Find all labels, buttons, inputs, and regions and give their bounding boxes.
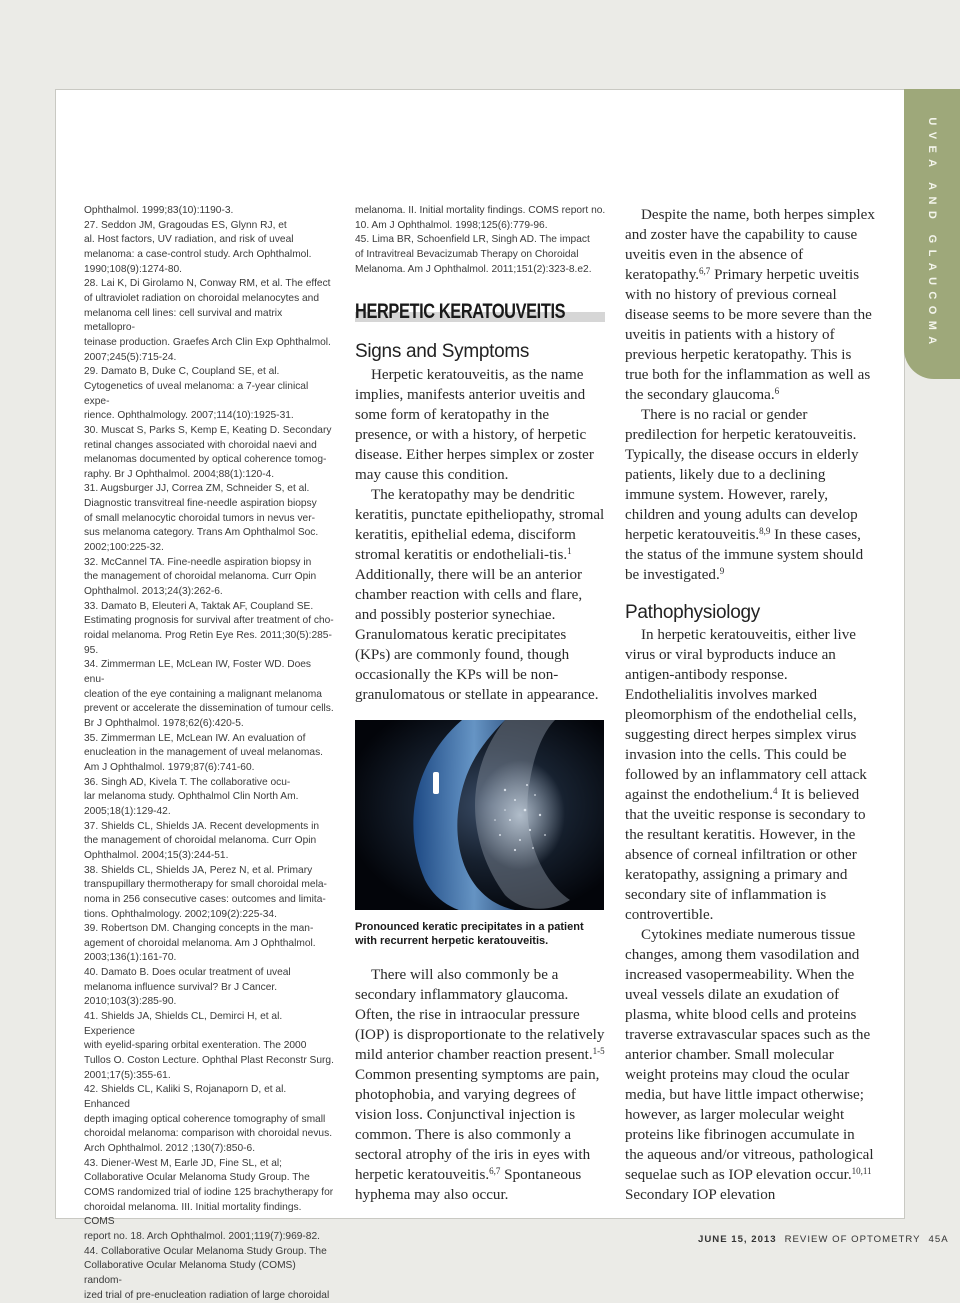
reference-line: melanoma cell lines: cell survival and matrix metallopro- xyxy=(84,307,283,334)
reference-line: retinal changes associated with choroidal naevi and xyxy=(84,439,317,451)
reference-line: 34. Zimmerman LE, McLean IW, Foster WD. Does enu- xyxy=(84,659,312,685)
reference-line: 2001;17(5):355-61. xyxy=(84,1069,171,1081)
reference-line: 2005;18(1):129-42. xyxy=(84,805,171,817)
reference-line: Tullos O. Coston Lecture. Ophthal Plast Reconstr Surg. xyxy=(84,1055,334,1067)
reference-line: 2002;100:225-32. xyxy=(84,542,164,554)
figure-caption: Pronounced keratic precipitates in a patient with recurrent herpetic keratouveitis. xyxy=(355,921,584,947)
reference-line: 2007;245(5):715-24. xyxy=(84,351,177,363)
reference-line: Am J Ophthalmol. 1979;87(6):741-60. xyxy=(84,761,255,773)
reference-line: 27. Seddon JM, Gragoudas ES, Glynn RJ, et xyxy=(84,219,287,231)
reference-line: 32. McCannel TA. Fine-needle aspiration biopsy in xyxy=(84,556,312,568)
paragraph-1: Herpetic keratouveitis, as the name implies, manifests anterior uveitis and some form of keratopathy in the presence, or with a history, of herpetic disease. Either herpes simplex or zoster may cause this condition. xyxy=(355,367,594,483)
reference-line: teinase production. Graefes Arch Clin Exp Ophthalmol. xyxy=(84,336,331,348)
reference-line: Ophthalmol. 2013;24(3):262-6. xyxy=(84,586,223,598)
paragraph-6: In herpetic keratouveitis, either live virus or viral byproducts induce an antigen-antibody response. Endothelialitis involves marked pleomorphism of the endothelial cells, suggesting direct herpes simplex virus invasion into the cells. This could be followed by an inflammatory cell attack against the endothelium.$^4$ It is believed that the uveitic response is secondary to the resultant keratitis. However, in the absence of corneal infiltration or other keratopathy, assigning a primary and secondary site of inflammation is controvertible. xyxy=(625,627,867,923)
reference-line: Melanoma. Am J Ophthalmol. 2011;151(2):323-8.e2. xyxy=(355,263,592,275)
reference-line: Diagnostic transvitreal fine-needle aspiration biopsy xyxy=(84,498,317,510)
reference-line: 43. Diener-West M, Earle JD, Fine SL, et al; xyxy=(84,1157,282,1169)
reference-line: raphy. Br J Ophthalmol. 2004;88(1):120-4. xyxy=(84,468,275,480)
paragraph-4: Despite the name, both herpes simplex and zoster have the capability to cause uveitis even in the absence of keratopathy.$^{6,7}$ Primary herpetic uveitis with no history of previous corneal disease seems to be more severe than the uveitis in patients with a history of previous herpetic keratopathy. This is true both for the inflammation as well as the secondary glaucoma.$^6$ xyxy=(625,207,875,403)
reference-line: 2010;103(3):285-90. xyxy=(84,996,177,1008)
article-column-3-bottom xyxy=(625,625,875,1205)
references-column-2 xyxy=(355,204,607,277)
reference-line: melanoma. II. Initial mortality findings. COMS report no. xyxy=(355,205,606,216)
reference-line: roidal melanoma. Prog Retin Eye Res. 2011;30(5):285- xyxy=(84,630,332,642)
page-footer xyxy=(698,1234,949,1245)
subhead-pathophysiology: Pathophysiology xyxy=(625,602,760,623)
reference-line: melanoma: a case-control study. Arch Ophthalmol. xyxy=(84,248,312,260)
reference-line: 41. Shields JA, Shields CL, Demirci H, et al. Experience xyxy=(84,1011,283,1037)
reference-line: 36. Singh AD, Kivela T. The collaborative ocu- xyxy=(84,776,291,788)
reference-line: enucleation in the management of uveal melanomas. xyxy=(84,747,323,759)
reference-line: 38. Shields CL, Shields JA, Perez N, et al. Primary xyxy=(84,864,313,876)
reference-line: 33. Damato B, Eleuteri A, Taktak AF, Coupland SE. xyxy=(84,600,314,612)
reference-line: of Intravitreal Bevacizumab Therapy on Choroidal xyxy=(355,248,579,260)
reference-line: prevent or accelerate the dissemination of tumour cells. xyxy=(84,703,334,715)
paragraph-3: There will also commonly be a secondary inflammatory glaucoma. Often, the rise in intraocular pressure (IOP) is disproportionate to the relatively mild anterior chamber reaction present.$^{1-5}$ Common presenting symptoms are pain, photophobia, and varying degrees of vision loss. Conjunctival injection is common. There is also commonly a sectoral atrophy of the iris in eyes with herpetic keratouveitis.$^{6,7}$ Spontaneous hyphema may also occur. xyxy=(355,967,605,1203)
reference-line: Collaborative Ocular Melanoma Study Group. The xyxy=(84,1172,310,1184)
reference-line: sus melanoma category. Trans Am Ophthalmol Soc. xyxy=(84,527,319,539)
reference-line: tions. Ophthalmology. 2002;109(2):225-34. xyxy=(84,908,277,920)
reference-line: of ultraviolet radiation on choroidal melanocytes and xyxy=(84,292,320,304)
eye-photo-graphic xyxy=(355,720,604,910)
paragraph-5: There is no racial or gender predilection for herpetic keratouveitis. Typically, the disease occurs in elderly patients, likely due to a declining immune system. However, rarely, children and young adults can develop herpetic keratouveitis.$^{8,9}$ In these cases, the status of the immune system should be investigated.$^9$ xyxy=(625,407,864,583)
reference-line: 35. Zimmerman LE, McLean IW. An evaluation of xyxy=(84,732,306,744)
reference-line: 42. Shields CL, Kaliki S, Rojanaporn D, et al. Enhanced xyxy=(84,1084,287,1111)
reference-line: Ophthalmol. 2004;15(3):244-51. xyxy=(84,849,229,861)
reference-line: agement of choroidal melanoma. Am J Ophthalmol. xyxy=(84,937,316,949)
reference-line: 95. xyxy=(84,644,99,656)
reference-line: 31. Augsburger JJ, Correa ZM, Schneider S, et al. xyxy=(84,483,310,495)
reference-line: 39. Robertson DM. Changing concepts in the man- xyxy=(84,923,314,935)
reference-line: melanomas documented by optical coherence tomog- xyxy=(84,454,327,466)
reference-line: transpupillary thermotherapy for small choroidal mela- xyxy=(84,879,327,891)
reference-line: Br J Ophthalmol. 1978;62(6):420-5. xyxy=(84,717,244,729)
reference-line: ized trial of pre-enucleation radiation of large choroidal xyxy=(84,1289,330,1301)
reference-line: with eyelid-sparing orbital exenteration. The 2000 xyxy=(84,1040,307,1052)
reference-line: report no. 18. Arch Ophthalmol. 2001;119(7):969-82. xyxy=(84,1230,320,1242)
reference-line: 1990;108(9):1274-80. xyxy=(84,263,182,275)
reference-line: depth imaging optical coherence tomography of small xyxy=(84,1113,326,1125)
reference-line: 2003;136(1):161-70. xyxy=(84,952,177,964)
reference-line: 37. Shields CL, Shields JA. Recent developments in xyxy=(84,820,320,832)
side-tab-label: UVEA AND GLAUCOMA xyxy=(926,117,938,351)
reference-line: COMS randomized trial of iodine 125 brachytherapy for xyxy=(84,1186,334,1198)
reference-line: melanoma influence survival? Br J Cancer. xyxy=(84,981,278,993)
article-column-3-top xyxy=(625,205,875,585)
reference-line: Ophthalmol. 1999;83(10):1190-3. xyxy=(84,205,234,216)
reference-line: lar melanoma study. Ophthalmol Clin North Am. xyxy=(84,791,299,803)
reference-line: cleation of the eye containing a malignant melanoma xyxy=(84,688,322,700)
article-column-2-top xyxy=(355,365,605,705)
footer-date: JUNE 15, 2013 xyxy=(698,1234,777,1245)
reference-line: Arch Ophthalmol. 2012 ;130(7):850-6. xyxy=(84,1143,256,1154)
article-column-2-bottom xyxy=(355,965,605,1205)
reference-line: choroidal melanoma. III. Initial mortality findings. COMS xyxy=(84,1201,302,1228)
reference-line: 28. Lai K, Di Girolamo N, Conway RM, et al. The effect xyxy=(84,278,331,290)
reference-line: choroidal melanoma: comparison with choroidal nevus. xyxy=(84,1128,333,1140)
paragraph-2: The keratopathy may be dendritic keratitis, punctate epitheliopathy, stromal keratitis, epithelial edema, disciform stromal keratitis or endotheliali-tis.$^1$ Additionally, there will be an anterior chamber reaction with cells and flare, and possibly posterior synechiae. Granulomatous keratic precipitates (KPs) are commonly found, though occasionally the KPs will be non-granulomatous or stellate in appearance. xyxy=(355,487,605,703)
footer-page-number: 45A xyxy=(928,1234,949,1245)
reference-line: Collaborative Ocular Melanoma Study (COMS) random- xyxy=(84,1260,296,1286)
paragraph-7: Cytokines mediate numerous tissue changes, among them vasodilation and increased vasopermeability. When the uveal vessels dilate an exudation of plasma, white blood cells and proteins traverse extravascular spaces such as the anterior chamber. Small molecular weight proteins may cloud the ocular media, but have little impact otherwise; however, as larger molecular weight proteins like fibrinogen accumulate in the aqueous and/or vitreous, pathological sequelae such as IOP elevation occur.$^{10,11}$ Secondary IOP elevation xyxy=(625,927,874,1203)
reference-line: Cytogenetics of uveal melanoma: a 7-year clinical expe- xyxy=(84,380,309,407)
reference-line: 30. Muscat S, Parks S, Kemp E, Keating D. Secondary xyxy=(84,424,332,436)
reference-line: rience. Ophthalmology. 2007;114(10):1925-31. xyxy=(84,410,294,422)
subhead-signs-and-symptoms: Signs and Symptoms xyxy=(355,341,530,362)
reference-line: Estimating prognosis for survival after treatment of cho- xyxy=(84,615,334,627)
reference-line: of small melanocytic choroidal tumors in nevus ver- xyxy=(84,512,316,524)
section-side-tab xyxy=(904,89,960,379)
reference-line: 44. Collaborative Ocular Melanoma Study Group. The xyxy=(84,1245,327,1257)
reference-line: al. Host factors, UV radiation, and risk of uveal xyxy=(84,234,294,246)
reference-line: the management of choroidal melanoma. Curr Opin xyxy=(84,571,317,583)
reference-line: the management of choroidal melanoma. Curr Opin xyxy=(84,835,317,847)
section-title: HERPETIC KERATOUVEITIS xyxy=(355,300,566,323)
reference-line: 45. Lima BR, Schoenfield LR, Singh AD. The impact xyxy=(355,234,590,246)
reference-line: 29. Damato B, Duke C, Coupland SE, et al. xyxy=(84,366,280,378)
footer-publication: REVIEW OF OPTOMETRY xyxy=(784,1234,921,1245)
reference-line: 10. Am J Ophthalmol. 1998;125(6):779-96. xyxy=(355,219,548,231)
reference-line: noma in 256 consecutive cases: outcomes and limita- xyxy=(84,893,326,905)
reference-line: 40. Damato B. Does ocular treatment of uveal xyxy=(84,967,291,979)
keratic-precipitates-photo xyxy=(355,720,604,910)
references-column-1 xyxy=(84,204,334,1303)
